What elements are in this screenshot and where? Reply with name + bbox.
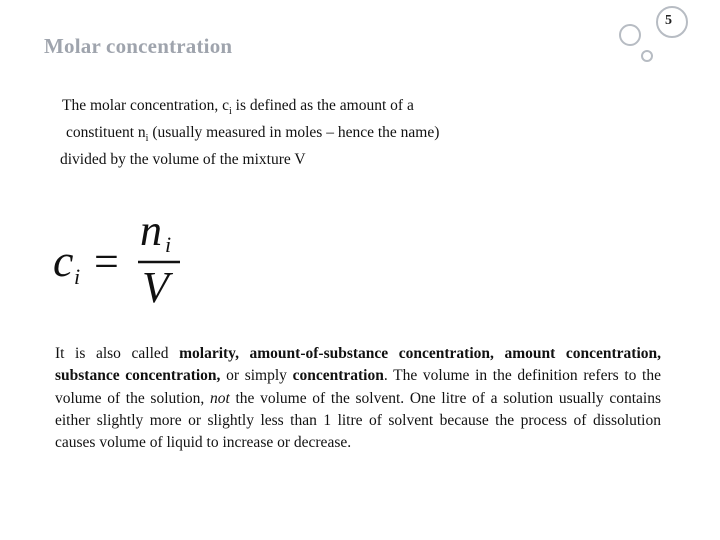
molar-concentration-formula [50,210,210,310]
definition-paragraph: It is also called molarity, amount-of-substance concentration, amount concentration, substance concentration, or simply concentration. The volume in the definition refers to the volume of the solution, not the volume of the solvent. One litre of a solution usually contains either slightly more or slightly less than 1 litre of solvent because the process of dissolution causes volume of liquid to increase or decrease. [55,345,661,452]
formula-lhs: c [53,235,74,286]
decorative-circles [600,0,720,80]
slide-title: Molar concentration [44,34,233,58]
formula-numerator: n [140,210,162,255]
formula-denominator: V [142,263,169,310]
intro-line-2: constituent $n_i$ (usually measured in moles – hence the name) [66,124,440,145]
page-number: 5 [665,13,672,28]
intro-line-3: divided by the volume of the mixture V [60,151,306,169]
formula-numerator-sub: i [165,232,172,257]
formula-equals: = [94,237,119,286]
intro-line-1: The molar concentration, $c_i$ is defined as the amount of a [62,97,414,118]
page-circle-icon [657,7,687,37]
small-circle-icon [642,51,652,61]
intro-text [62,95,439,170]
large-circle-icon [620,25,640,45]
formula-lhs-sub: i [74,264,81,289]
